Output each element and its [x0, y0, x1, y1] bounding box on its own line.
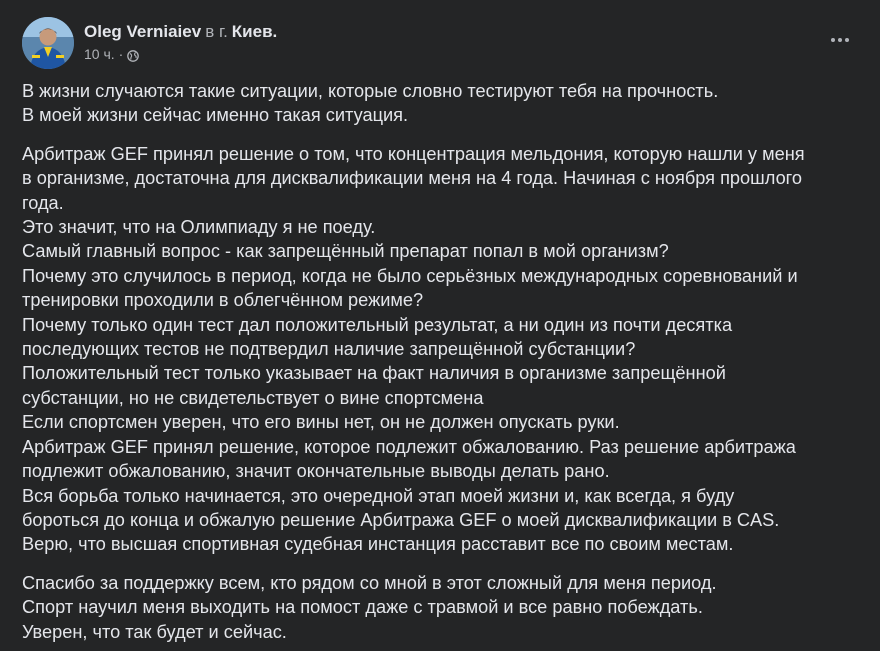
- post-text-line: Уверен, что так будет и сейчас.: [22, 621, 287, 642]
- post-text-line: последующих тестов не подтвердил наличие запрещённой субстанции?: [22, 339, 636, 360]
- post-text-line: Почему это случилось в период, когда не было серьёзных международных соревнований и: [22, 265, 798, 286]
- post-paragraph: [22, 79, 867, 128]
- author-avatar[interactable]: [22, 17, 74, 69]
- post-text-line: Спорт научил меня выходить на помост даже с травмой и все равно побеждать.: [22, 597, 703, 618]
- post-text-line: подлежит обжалованию, значит окончательные выводы делать рано.: [22, 461, 610, 482]
- meta-separator: ·: [118, 46, 124, 62]
- post-timestamp-link[interactable]: 10 ч.: [84, 46, 115, 62]
- post-text-line: бороться до конца и обжалую решение Арбитража GEF о моей дисквалификации в CAS.: [22, 509, 780, 530]
- post-body-text: [22, 79, 867, 644]
- post-text-line: Положительный тест только указывает на факт наличия в организме запрещённой: [22, 363, 726, 384]
- post-text-line: В жизни случаются такие ситуации, которые словно тестируют тебя на прочность.: [22, 81, 719, 101]
- post-header: [22, 16, 862, 70]
- post-text-line: Почему только один тест дал положительный результат, а ни один из почти десятка: [22, 314, 733, 335]
- post-paragraph: [22, 142, 867, 557]
- avatar-photo: [22, 17, 74, 69]
- post-meta: [84, 45, 139, 63]
- post-text-line: года.: [22, 192, 64, 213]
- location-city-link[interactable]: Киев.: [231, 22, 278, 41]
- post-text-line: тренировки проходили в облегчённом режиме?: [22, 290, 424, 311]
- post-text-line: Вся борьба только начинается, это очередной этап моей жизни и, как всегда, я буду: [22, 485, 735, 506]
- post-paragraph: [22, 571, 867, 644]
- more-options-button[interactable]: [826, 26, 854, 54]
- post-text-line: Если спортсмен уверен, что его вины нет, он не должен опускать руки.: [22, 412, 620, 433]
- post-text-line: Верю, что высшая спортивная судебная инстанция расставит все по своим местам.: [22, 534, 734, 555]
- post-text-line: Спасибо за поддержку всем, кто рядом со мной в этот сложный для меня период.: [22, 572, 717, 593]
- post-text-line: В моей жизни сейчас именно такая ситуация.: [22, 105, 409, 126]
- more-horizontal-icon: [830, 37, 850, 43]
- author-name-link[interactable]: Oleg Verniaiev: [84, 22, 202, 41]
- author-line: [84, 22, 277, 42]
- post-text-line: в организме, достаточна для дисквалификации меня на 4 года. Начиная с ноября прошлого: [22, 168, 803, 189]
- post-text-line: Самый главный вопрос - как запрещённый препарат попал в мой организм?: [22, 241, 669, 262]
- post-text-line: Это значит, что на Олимпиаду я не поеду.: [22, 217, 376, 238]
- location-prefix: в г.: [205, 22, 228, 41]
- post-text-line: Арбитраж GEF принял решение о том, что концентрация мельдония, которую нашли у меня: [22, 143, 805, 164]
- globe-icon[interactable]: [127, 48, 139, 60]
- post-text-line: Арбитраж GEF принял решение, которое подлежит обжалованию. Раз решение арбитража: [22, 436, 796, 457]
- post-text-line: субстанции, но не свидетельствует о вине спортсмена: [22, 387, 484, 408]
